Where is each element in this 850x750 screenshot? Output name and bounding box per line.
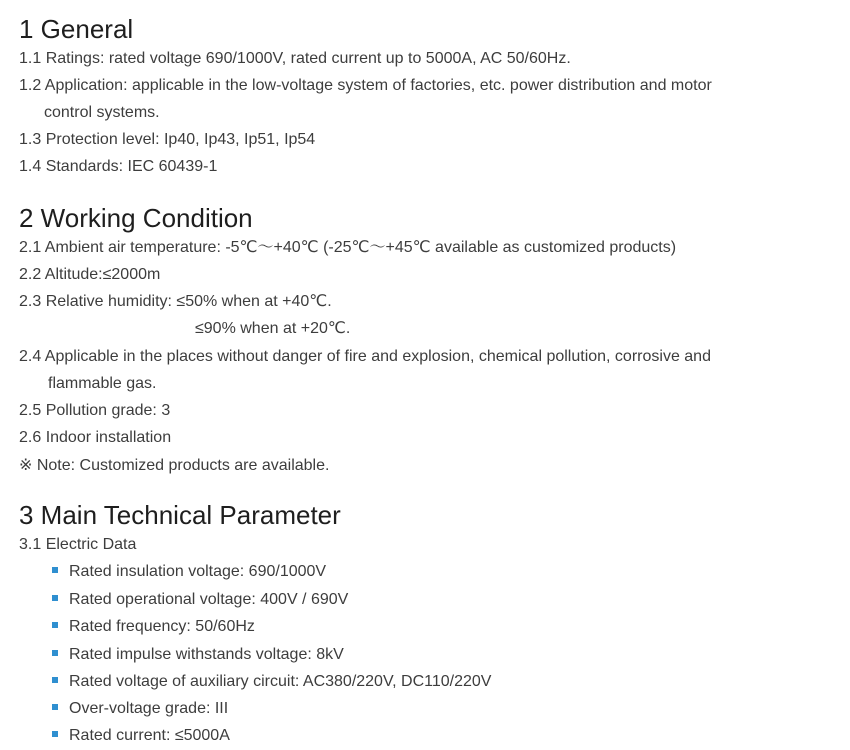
humidity-line-1: 2.3 Relative humidity: ≤50% when at +40℃. [19,293,332,310]
list-item-label: Rated current: ≤5000A [69,727,230,744]
list-item [52,558,326,585]
bullet-square-icon [52,731,58,737]
humidity-line-2: ≤90% when at +20℃. [195,320,351,337]
bullet-square-icon [52,650,58,656]
list-item-label: Rated operational voltage: 400V / 690V [69,591,349,608]
list-item-label: Rated voltage of auxiliary circuit: AC380/220V, DC110/220V [69,673,492,690]
section-title-technical-parameter: 3 Main Technical Parameter [19,500,341,530]
list-item-label: Rated impulse withstands voltage: 8kV [69,646,344,663]
list-item [52,613,255,640]
section-title-working-condition: 2 Working Condition [19,203,253,233]
protection-level-line: 1.3 Protection level: Ip40, Ip43, Ip51, Ip54 [19,131,316,148]
customization-note: ※ Note: Customized products are available. [19,457,330,474]
list-item [52,641,344,668]
bullet-square-icon [52,567,58,573]
bullet-square-icon [52,677,58,683]
standards-line: 1.4 Standards: IEC 60439-1 [19,158,218,175]
list-item [52,586,348,613]
application-line-2: control systems. [44,104,160,121]
altitude-line: 2.2 Altitude:≤2000m [19,266,161,283]
list-item [52,695,228,722]
list-item-label: Rated frequency: 50/60Hz [69,618,255,635]
bullet-square-icon [52,622,58,628]
list-item [52,722,230,749]
pollution-grade-line: 2.5 Pollution grade: 3 [19,402,171,419]
temperature-line: 2.1 Ambient air temperature: -5℃～+40℃ (-25℃～+45℃ available as customized products) [19,239,677,256]
bullet-square-icon [52,704,58,710]
ratings-line: 1.1 Ratings: rated voltage 690/1000V, rated current up to 5000A, AC 50/60Hz. [19,50,571,67]
application-line-1: 1.2 Application: applicable in the low-voltage system of factories, etc. power distribution and motor [19,77,712,94]
places-line-1: 2.4 Applicable in the places without danger of fire and explosion, chemical pollution, corrosive and [19,348,711,365]
indoor-installation-line: 2.6 Indoor installation [19,429,172,446]
section-title-general: 1 General [19,14,134,44]
list-item-label: Rated insulation voltage: 690/1000V [69,563,327,580]
list-item-label: Over-voltage grade: III [69,700,229,717]
places-line-2: flammable gas. [48,375,157,392]
electric-data-heading: 3.1 Electric Data [19,536,137,553]
bullet-square-icon [52,595,58,601]
list-item [52,668,491,695]
